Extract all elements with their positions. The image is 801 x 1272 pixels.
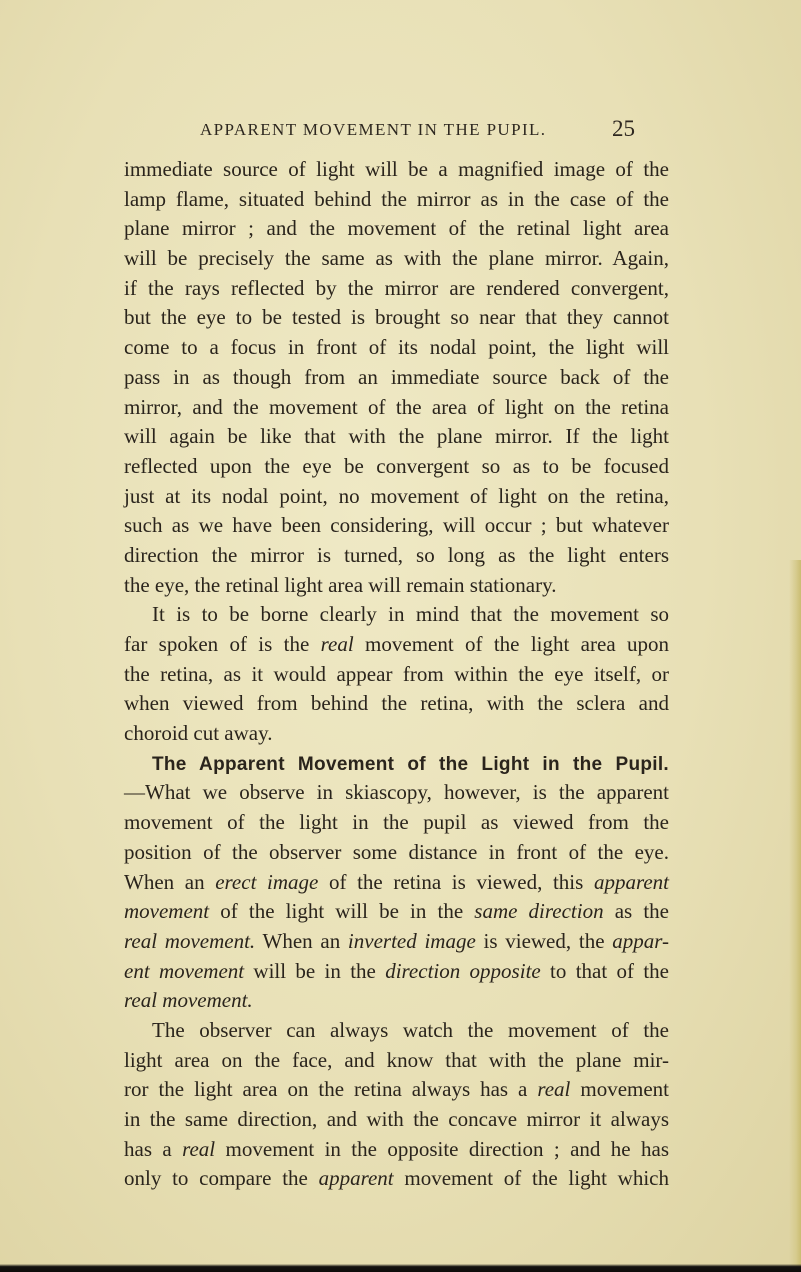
italic-run: real bbox=[320, 632, 354, 656]
text-line bbox=[124, 630, 669, 660]
text-run: of the light will be in the bbox=[209, 899, 475, 924]
text-line: come to a focus in front of its nodal point, the light will bbox=[124, 335, 669, 360]
italic-run: movement bbox=[124, 899, 210, 924]
text-line: mirror, and the movement of the area of light on the retina bbox=[124, 394, 669, 419]
italic-run: real bbox=[537, 1077, 571, 1102]
text-line bbox=[124, 868, 669, 898]
text-line bbox=[124, 986, 669, 1016]
text-line: It is to be borne clearly in mind that the movement so bbox=[152, 602, 669, 627]
text-run: has a bbox=[124, 1136, 183, 1161]
italic-run: appar- bbox=[612, 928, 669, 953]
italic-run: apparent bbox=[318, 1166, 394, 1191]
text-line: direction the mirror is turned, so long as the light enters bbox=[124, 542, 669, 567]
italic-run: erect image bbox=[215, 869, 319, 894]
text-line: movement of the light in the pupil as viewed from the bbox=[124, 810, 669, 835]
italic-run: real bbox=[182, 1136, 216, 1161]
text-line: immediate source of light will be a magnified image of the bbox=[124, 157, 669, 181]
text-run: will be in the bbox=[244, 958, 386, 983]
text-line: will again be like that with the plane mirror. If the light bbox=[124, 424, 669, 449]
text-run: movement of the light area upon bbox=[353, 632, 669, 656]
section-heading-line bbox=[124, 749, 669, 779]
page-number: 25 bbox=[612, 116, 635, 141]
text-run: is viewed, the bbox=[475, 928, 613, 953]
italic-run: ent movement bbox=[124, 958, 245, 983]
text-line: plane mirror ; and the movement of the retinal light area bbox=[124, 216, 669, 241]
text-run: ror the light area on the retina always has a bbox=[124, 1077, 538, 1102]
text-run: far spoken of is the bbox=[124, 632, 321, 656]
text-line: the retina, as it would appear from within the eye itself, or bbox=[124, 661, 669, 686]
text-run: movement in the opposite direction ; and he has bbox=[215, 1136, 669, 1161]
italic-run: real movement. bbox=[124, 928, 256, 953]
text-line: the eye, the retinal light area will remain stationary. bbox=[124, 572, 557, 597]
text-line: but the eye to be tested is brought so near that they cannot bbox=[124, 305, 669, 330]
body-text bbox=[124, 155, 669, 1194]
text-line: light area on the face, and know that with the plane mir- bbox=[124, 1047, 669, 1072]
italic-run: direction opposite bbox=[385, 958, 541, 983]
text-line bbox=[124, 1164, 669, 1194]
text-line: such as we have been considering, will occur ; but whatever bbox=[124, 513, 669, 538]
page-header bbox=[0, 116, 801, 146]
text-run: as the bbox=[603, 899, 669, 924]
text-line: if the rays reflected by the mirror are rendered convergent, bbox=[124, 275, 669, 300]
text-line bbox=[124, 897, 669, 927]
text-line bbox=[124, 1135, 669, 1165]
text-line: position of the observer some distance in front of the eye. bbox=[124, 839, 669, 864]
italic-run: apparent bbox=[593, 869, 669, 894]
text-line: in the same direction, and with the concave mirror it always bbox=[124, 1107, 669, 1131]
running-head: APPARENT MOVEMENT IN THE PUPIL. bbox=[200, 120, 547, 139]
text-run: to that of the bbox=[540, 958, 669, 983]
text-line: will be precisely the same as with the plane mirror. Again, bbox=[124, 246, 669, 271]
text-run: When an bbox=[255, 928, 348, 953]
italic-run: same direction bbox=[474, 899, 604, 924]
text-line: —What we observe in skiascopy, however, is the apparent bbox=[124, 780, 669, 805]
text-line: just at its nodal point, no movement of light on the retina, bbox=[124, 483, 669, 508]
text-run: When an bbox=[124, 869, 216, 894]
text-run: movement bbox=[570, 1077, 669, 1102]
text-line: reflected upon the eye be convergent so as to be focused bbox=[124, 453, 669, 478]
text-line: lamp flame, situated behind the mirror as in the case of the bbox=[124, 186, 669, 211]
text-line: The observer can always watch the movement of the bbox=[152, 1017, 669, 1042]
italic-run: real movement. bbox=[124, 988, 253, 1013]
text-line bbox=[124, 957, 669, 987]
text-run: of the retina is viewed, this bbox=[318, 869, 594, 894]
text-line: when viewed from behind the retina, with the sclera and bbox=[124, 691, 669, 716]
text-line: pass in as though from an immediate source back of the bbox=[124, 364, 669, 389]
text-run: only to compare the bbox=[124, 1166, 319, 1191]
italic-run: inverted image bbox=[347, 928, 476, 953]
text-line: choroid cut away. bbox=[124, 721, 273, 746]
page-edge-shadow bbox=[789, 560, 801, 1272]
text-run: movement of the light which bbox=[393, 1166, 669, 1191]
page-bottom-edge bbox=[0, 1254, 801, 1272]
text-line bbox=[124, 1075, 669, 1105]
section-heading: The Apparent Movement of the Light in the Pupil. bbox=[152, 753, 669, 775]
text-line bbox=[124, 927, 669, 957]
